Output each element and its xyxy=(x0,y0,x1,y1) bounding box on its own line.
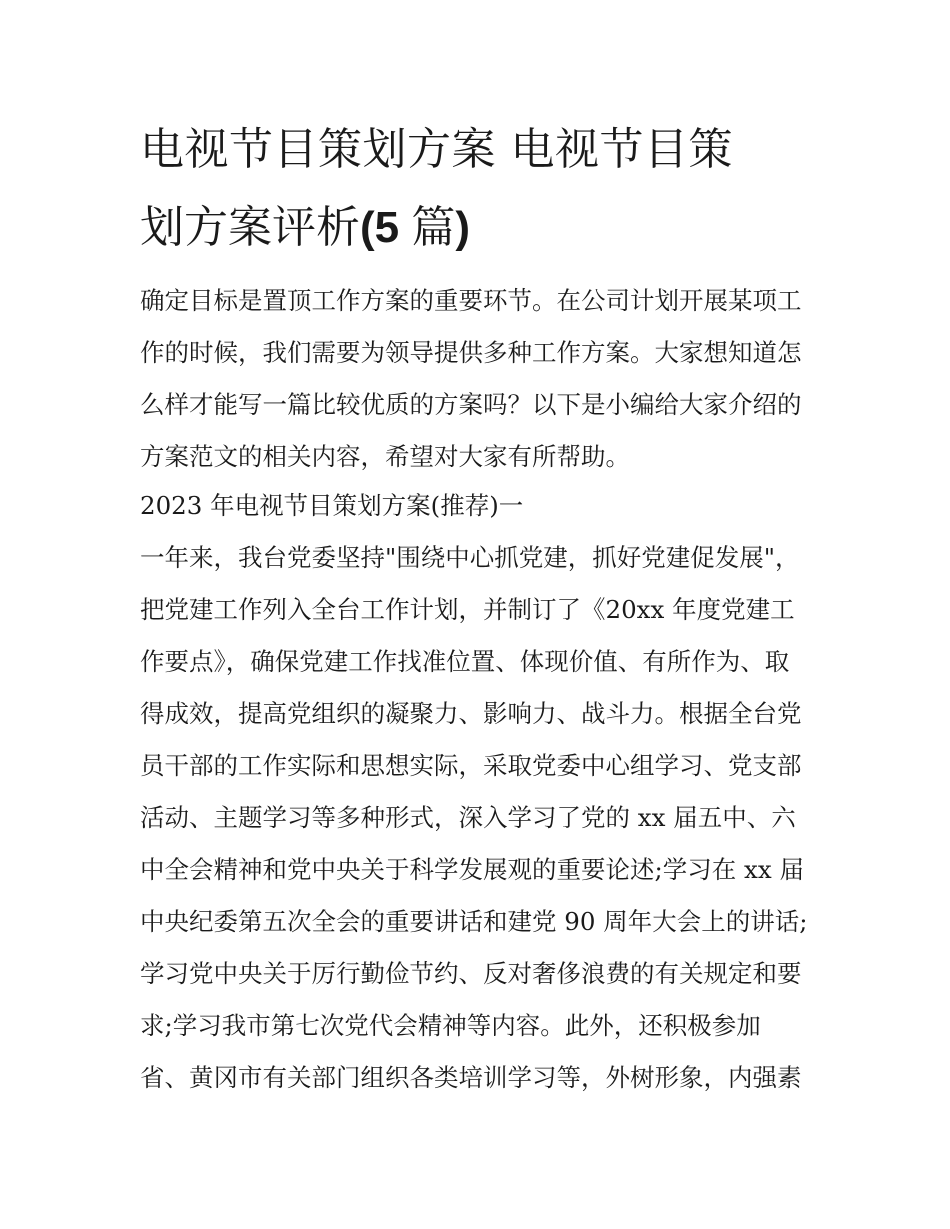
body-line-1: 一年来，我台党委坚持"围绕中心抓党建，抓好党建促发展"， xyxy=(140,543,800,572)
intro-line-2: 作的时候，我们需要为领导提供多种工作方案。大家想知道怎 xyxy=(140,338,802,367)
document-title-line-1: 电视节目策划方案 电视节目策 xyxy=(140,124,733,175)
intro-line-1: 确定目标是置顶工作方案的重要环节。在公司计划开展某项工 xyxy=(140,286,802,315)
body-line-7: 中全会精神和党中央关于科学发展观的重要论述;学习在 xx 届 xyxy=(140,855,804,884)
intro-line-3: 么样才能写一篇比较优质的方案吗？以下是小编给大家介绍的 xyxy=(140,390,802,419)
body-line-2: 把党建工作列入全台工作计划，并制订了《20xx 年度党建工 xyxy=(140,595,795,624)
body-line-4: 得成效，提高党组织的凝聚力、影响力、战斗力。根据全台党 xyxy=(140,699,802,728)
section-heading: 2023 年电视节目策划方案(推荐)一 xyxy=(140,491,524,520)
intro-line-4: 方案范文的相关内容，希望对大家有所帮助。 xyxy=(140,442,630,471)
body-line-8: 中央纪委第五次全会的重要讲话和建党 90 周年大会上的讲话; xyxy=(140,907,808,936)
body-line-11: 省、黄冈市有关部门组织各类培训学习等，外树形象，内强素 xyxy=(140,1063,802,1092)
body-line-6: 活动、主题学习等多种形式，深入学习了党的 xx 届五中、六 xyxy=(140,803,796,832)
body-line-10: 求;学习我市第七次党代会精神等内容。此外，还积极参加 xyxy=(140,1011,761,1040)
document-title-line-2: 划方案评析(5 篇) xyxy=(140,202,471,253)
body-line-5: 员干部的工作实际和思想实际，采取党委中心组学习、党支部 xyxy=(140,751,802,780)
body-line-9: 学习党中央关于厉行勤俭节约、反对奢侈浪费的有关规定和要 xyxy=(140,959,802,988)
body-line-3: 作要点》，确保党建工作找准位置、体现价值、有所作为、取 xyxy=(140,647,790,676)
